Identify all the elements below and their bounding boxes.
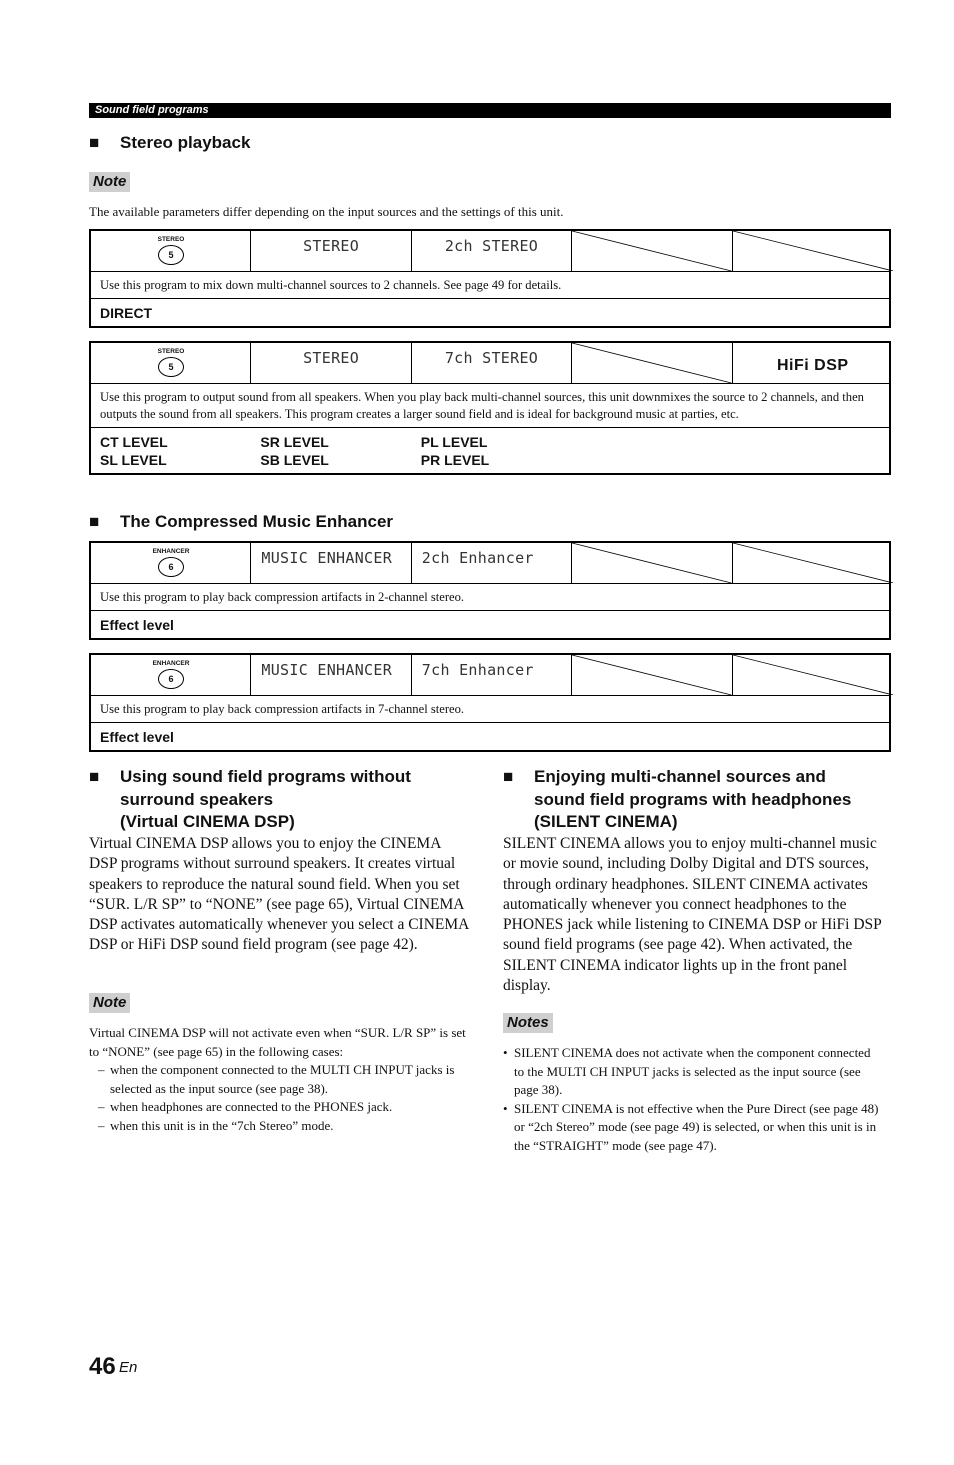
parameter-label: PR LEVEL	[420, 452, 490, 468]
program-name: STEREO	[251, 343, 411, 383]
program-parameters	[91, 611, 889, 638]
list-item: – when the component connected to the MULTI CH INPUT jacks is selected as the input source (see page 38).	[89, 1061, 469, 1098]
program-button-number: 5	[158, 357, 184, 377]
program-table	[89, 541, 891, 640]
program-empty-cell	[572, 343, 732, 383]
program-parameters	[91, 428, 889, 473]
program-name: MUSIC ENHANCER	[251, 543, 411, 583]
heading-line: surround speakers	[120, 789, 274, 809]
empty-cell-diagonal	[572, 543, 731, 583]
program-name: STEREO	[251, 231, 411, 271]
program-description: Use this program to output sound from all speakers. When you play back multi-channel sources, this unit downmixes the source to 2 channels, and then outputs the sound from all speakers. This program creates a larger sound field and is ideal for background music at parties, etc.	[91, 384, 889, 428]
program-button-number: 6	[158, 557, 184, 577]
virtual-note	[89, 1024, 469, 1135]
heading-bullet: ■	[89, 133, 100, 152]
program-header-row	[91, 343, 889, 384]
silent-notes	[503, 1044, 883, 1155]
program-header-row	[91, 543, 889, 584]
program-parameters	[91, 723, 889, 750]
stereo-note-text: The available parameters differ depending on the input sources and the settings of this unit.	[89, 204, 564, 219]
silent-cinema-heading	[503, 766, 893, 834]
program-button-label: STEREO	[157, 236, 185, 243]
empty-cell-diagonal	[572, 343, 731, 383]
program-button-number: 6	[158, 669, 184, 689]
program-mode: 2ch Enhancer	[412, 543, 572, 583]
program-mode: 2ch STEREO	[412, 231, 572, 271]
parameter-label: DIRECT	[100, 305, 153, 321]
program-empty-cell	[733, 231, 893, 271]
program-name: MUSIC ENHANCER	[251, 655, 411, 695]
program-button-label: ENHANCER	[152, 548, 190, 555]
program-table	[89, 341, 891, 475]
heading-bullet: ■	[89, 512, 100, 531]
parameter-label: SL LEVEL	[100, 452, 167, 468]
stereo-playback-heading	[89, 132, 589, 155]
list-item: – when this unit is in the “7ch Stereo” mode.	[89, 1117, 469, 1136]
note-tag: Note	[89, 172, 130, 192]
section-header-bar	[89, 103, 891, 118]
program-button-icon	[153, 660, 189, 694]
note-tag: Note	[89, 993, 130, 1013]
program-button-cell	[91, 655, 251, 695]
program-empty-cell	[733, 543, 893, 583]
parameter-label: PL LEVEL	[420, 434, 488, 450]
page-number: 46	[89, 1353, 116, 1380]
program-description: Use this program to play back compression artifacts in 7-channel stereo.	[91, 696, 889, 723]
program-button-icon	[153, 548, 189, 582]
heading-bullet: ■	[89, 767, 100, 786]
program-table	[89, 653, 891, 752]
silent-notes-list	[503, 1044, 883, 1155]
heading-line: Using sound field programs without	[120, 767, 411, 786]
program-empty-cell	[572, 655, 732, 695]
parameter-label: Effect level	[100, 729, 174, 745]
list-item: • SILENT CINEMA does not activate when the component connected to the MULTI CH INPUT jacks is selected as the input source (see page 38).	[503, 1044, 883, 1100]
empty-cell-diagonal	[572, 231, 731, 271]
program-header-row	[91, 655, 889, 696]
program-button-icon	[153, 236, 189, 270]
program-button-icon	[153, 348, 189, 382]
parameter-label: SR LEVEL	[260, 434, 329, 450]
empty-cell-diagonal	[733, 655, 893, 695]
heading-text: Stereo playback	[120, 133, 251, 152]
program-empty-cell	[733, 655, 893, 695]
program-description: Use this program to mix down multi-channel sources to 2 channels. See page 49 for details.	[91, 272, 889, 299]
section-header-label: Sound field programs	[95, 104, 209, 116]
parameter-label: Effect level	[100, 617, 174, 633]
silent-cinema-body: SILENT CINEMA allows you to enjoy multi-channel music or movie sound, including Dolby Digital and DTS sources, through ordinary headphones. SILENT CINEMA activates automatically whenever you connect headphones to the PHONES jack while listening to CINEMA DSP or HiFi DSP sound field programs (see page 42). When activated, the SILENT CINEMA indicator lights up in the front panel display.	[503, 835, 882, 995]
hifi-dsp-badge: HiFi DSP	[776, 356, 849, 374]
virtual-note-intro: Virtual CINEMA DSP will not activate even when “SUR. L/R SP” is set to “NONE” (see page 65) in the following cases:	[89, 1025, 466, 1059]
parameter-label: SB LEVEL	[260, 452, 329, 468]
parameter-label: CT LEVEL	[100, 434, 168, 450]
program-button-cell	[91, 543, 251, 583]
empty-cell-diagonal	[733, 543, 893, 583]
program-description: Use this program to play back compression artifacts in 2-channel stereo.	[91, 584, 889, 611]
heading-line: sound field programs with headphones	[534, 789, 852, 809]
program-empty-cell	[572, 543, 732, 583]
page-language: En	[119, 1359, 138, 1376]
heading-text: The Compressed Music Enhancer	[120, 512, 394, 531]
empty-cell-diagonal	[733, 231, 893, 271]
enhancer-heading	[89, 511, 589, 534]
program-button-label: STEREO	[157, 348, 185, 355]
program-button-cell	[91, 231, 251, 271]
program-button-label: ENHANCER	[152, 660, 190, 667]
program-empty-cell	[572, 231, 732, 271]
program-header-row	[91, 231, 889, 272]
heading-bullet: ■	[503, 767, 514, 786]
program-mode: 7ch STEREO	[412, 343, 572, 383]
virtual-cinema-heading	[89, 766, 479, 834]
list-item: – when headphones are connected to the PHONES jack.	[89, 1098, 469, 1117]
virtual-note-list	[89, 1061, 469, 1135]
program-mode: 7ch Enhancer	[412, 655, 572, 695]
notes-tag: Notes	[503, 1013, 553, 1033]
program-button-number: 5	[158, 245, 184, 265]
program-button-cell	[91, 343, 251, 383]
program-parameters	[91, 299, 889, 326]
empty-cell-diagonal	[572, 655, 731, 695]
virtual-cinema-body: Virtual CINEMA DSP allows you to enjoy the CINEMA DSP programs without surround speakers. It creates virtual speakers to reproduce the natural sound field. When you set “SUR. L/R SP” to “NONE” (see page 65), Virtual CINEMA DSP activates automatically whenever you select a CINEMA DSP or HiFi DSP sound field program (see page 42).	[89, 835, 469, 954]
heading-line: Enjoying multi-channel sources and	[534, 767, 826, 786]
list-item: • SILENT CINEMA is not effective when the Pure Direct (see page 48) or “2ch Stereo” mode (see page 49) is selected, or when this unit is in the “STRAIGHT” mode (see page 47).	[503, 1100, 883, 1156]
heading-line: (Virtual CINEMA DSP)	[120, 812, 295, 831]
heading-line: (SILENT CINEMA)	[534, 812, 678, 831]
program-table	[89, 229, 891, 328]
